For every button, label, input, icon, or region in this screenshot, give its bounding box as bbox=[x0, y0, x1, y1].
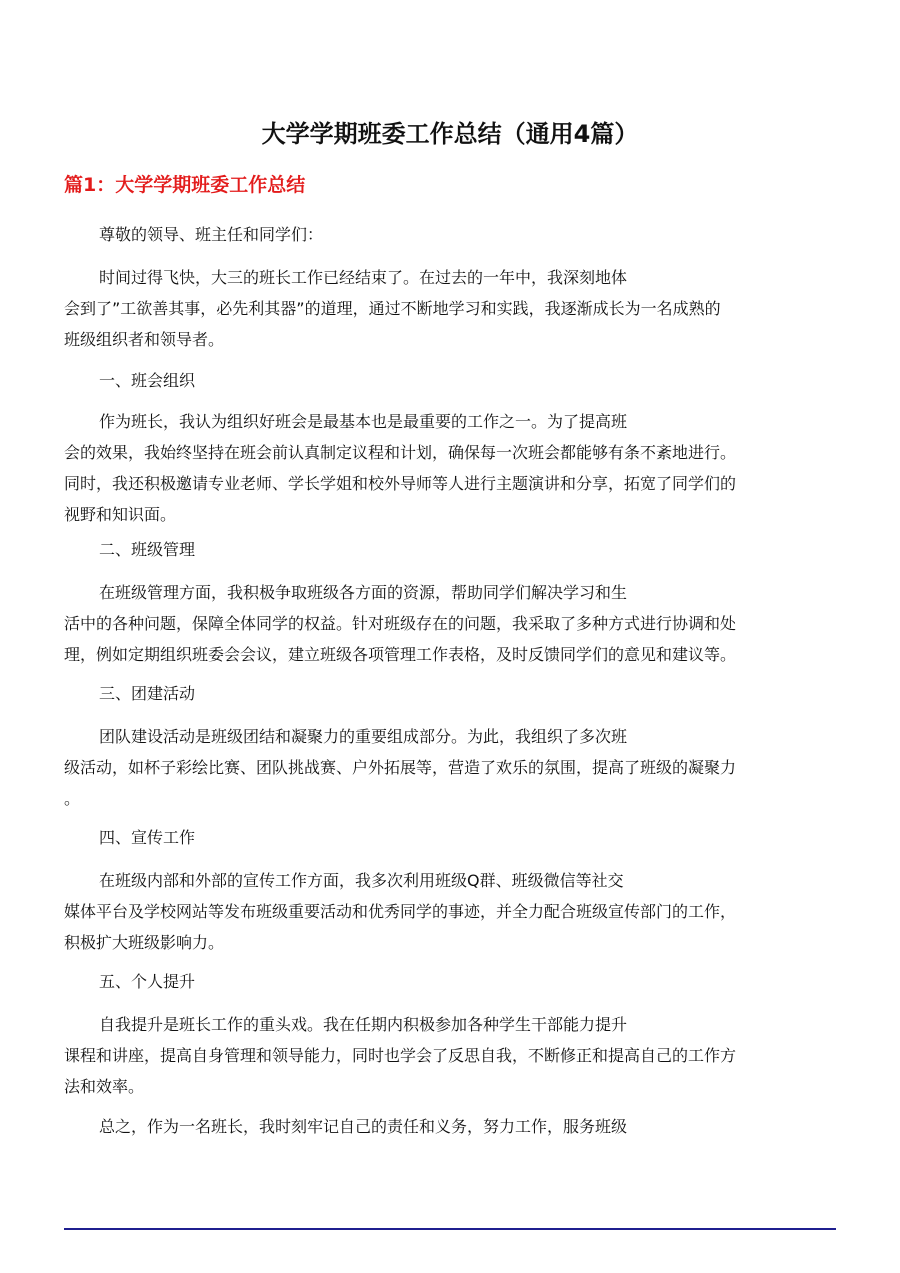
paragraph-line: 团队建设活动是班级团结和凝聚力的重要组成部分。为此，我组织了多次班 bbox=[99, 727, 628, 746]
paragraph-line: 活中的各种问题，保障全体同学的权益。针对班级存在的问题，我采取了多种方式进行协调和处 bbox=[64, 614, 737, 633]
paragraph-line: 积极扩大班级影响力。 bbox=[64, 933, 225, 952]
paragraph-line: 会到了”工欲善其事，必先利其器”的道理，通过不断地学习和实践，我逐渐成长为一名成熟的 bbox=[64, 299, 721, 318]
footer-divider bbox=[64, 1228, 836, 1230]
subheading-team-building: 三、团建活动 bbox=[99, 684, 196, 703]
paragraph-line: 同时，我还积极邀请专业老师、学长学姐和校外导师等人进行主题演讲和分享，拓宽了同学们的 bbox=[64, 474, 737, 493]
paragraph-line: 总之，作为一名班长，我时刻牢记自己的责任和义务，努力工作，服务班级 bbox=[99, 1117, 628, 1136]
self-improvement-paragraph bbox=[64, 1009, 836, 1102]
paragraph-line: 媒体平台及学校网站等发布班级重要活动和优秀同学的事迹，并全力配合班级宣传部门的工作， bbox=[64, 902, 737, 921]
intro-paragraph bbox=[64, 262, 836, 355]
paragraph-line: 。 bbox=[64, 789, 81, 808]
meeting-paragraph bbox=[64, 406, 836, 530]
paragraph-line: 时间过得飞快，大三的班长工作已经结束了。在过去的一年中，我深刻地体 bbox=[99, 268, 628, 287]
paragraph-line: 自我提升是班长工作的重头戏。我在任期内积极参加各种学生干部能力提升 bbox=[99, 1015, 628, 1034]
management-paragraph bbox=[64, 577, 836, 670]
paragraph-line: 法和效率。 bbox=[64, 1077, 145, 1096]
publicity-paragraph bbox=[64, 865, 836, 958]
section-heading: 篇1：大学学期班委工作总结 bbox=[64, 174, 306, 196]
salutation: 尊敬的领导、班主任和同学们： bbox=[99, 225, 324, 244]
paragraph-line: 会的效果，我始终坚持在班会前认真制定议程和计划，确保每一次班会都能够有条不紊地进行。 bbox=[64, 443, 737, 462]
subheading-management: 二、班级管理 bbox=[99, 540, 196, 559]
paragraph-line: 在班级管理方面，我积极争取班级各方面的资源，帮助同学们解决学习和生 bbox=[99, 583, 628, 602]
closing-paragraph bbox=[64, 1111, 836, 1142]
paragraph-line: 作为班长，我认为组织好班会是最基本也是最重要的工作之一。为了提高班 bbox=[99, 412, 628, 431]
subheading-publicity: 四、宣传工作 bbox=[99, 828, 196, 847]
paragraph-line: 级活动，如杯子彩绘比赛、团队挑战赛、户外拓展等，营造了欢乐的氛围，提高了班级的凝聚力 bbox=[64, 758, 737, 777]
team-building-paragraph bbox=[64, 721, 836, 814]
paragraph-line: 理，例如定期组织班委会会议，建立班级各项管理工作表格，及时反馈同学们的意见和建议等。 bbox=[64, 645, 737, 664]
paragraph-line: 班级组织者和领导者。 bbox=[64, 330, 225, 349]
subheading-self-improvement: 五、个人提升 bbox=[99, 972, 196, 991]
salutation-paragraph bbox=[64, 219, 836, 250]
paragraph-line: 在班级内部和外部的宣传工作方面，我多次利用班级Q群、班级微信等社交 bbox=[99, 871, 624, 890]
document-title: 大学学期班委工作总结（通用4篇） bbox=[261, 120, 639, 148]
subheading-meeting: 一、班会组织 bbox=[99, 371, 196, 390]
paragraph-line: 课程和讲座，提高自身管理和领导能力，同时也学会了反思自我，不断修正和提高自己的工作方 bbox=[64, 1046, 737, 1065]
paragraph-line: 视野和知识面。 bbox=[64, 505, 177, 524]
